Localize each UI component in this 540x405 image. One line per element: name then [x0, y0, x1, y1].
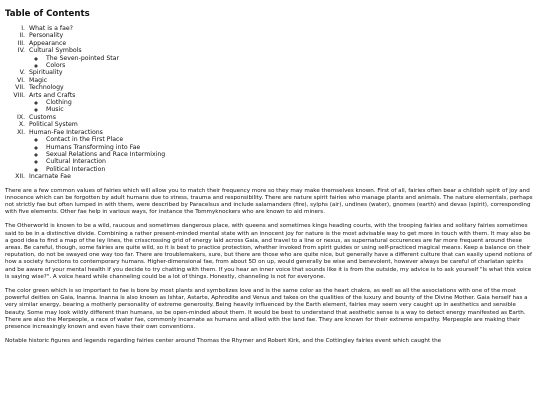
- toc-subitem: [45, 99, 535, 106]
- toc-subitem: [45, 151, 535, 158]
- body-paragraph: Notable historic figures and legends regarding fairies center around Thomas the Rhymer and Robert Kirk, and the Cottingley fairies event which caught the: [5, 338, 442, 345]
- toc-sublink[interactable]: Clothing: [46, 99, 72, 107]
- toc-sublink[interactable]: Colors: [46, 62, 66, 70]
- toc-link[interactable]: Incarnate Fae: [29, 173, 71, 181]
- toc-item: [27, 32, 535, 39]
- toc-item: [27, 84, 535, 91]
- toc-sublink[interactable]: Contact in the First Place: [46, 136, 124, 144]
- table-of-contents: [5, 25, 535, 181]
- toc-sublink[interactable]: Humans Transforming into Fae: [46, 143, 141, 151]
- body-paragraph: The Otherworld is known to be a wild, raucous and sometimes dangerous place, with queens and sometimes kings heading courts, with the trooping fairies and solitary fairies sometimes said to be in a distinctive divide. Combining a rather present-minded mental state with an innocent joy for nature is the most advisable way to get more in touch with them. It may also be a good idea to find a map of the ley lines, the crisscrossing grid of energy laid across Gaia, and travel to a line or nexus, as supernatural occurences are far more frequent around these areas. Be careful, though, some fairies are quite wild, so it is best to practice protection, whether invoked from spirit guides or using self-practiced magical means. Keep a balance on their reputation, do not be swayed one way too far. There are troublemakers, sure, but there are those who are quite nice, but generally have a different culture that can easily upend notions of how a society functions to contemporary humans. Higher-dimensional fae, from about 5D on up, would generally be wise and benevolent, however always be careful of charlatan spirits and be aware of your mental health if you decide to try chatting with them. If you hear an inner voice that sounds like it is from the outside, my advice is to ask yourself "Is what this voice is saying wise?". A voice heard while channeling could be a lot of things. Honestly, channeling is not for everyone.: [5, 223, 532, 280]
- toc-link[interactable]: What is a fae?: [29, 25, 73, 32]
- toc-link[interactable]: Technology: [29, 84, 64, 92]
- toc-item: [27, 129, 535, 173]
- page-title: Table of Contents: [5, 9, 90, 19]
- body-paragraph: The color green which is so important to fae is bore by most plants and symbolizes love and is the same color as the heart chakra, as well as all the associations with one of the most powerful deities on Gaia, Inanna. Inanna is also known as Ishtar, Astarte, Aphrodite and Venus and takes on the qualities of the luxury and bounty of the Divine Mother. Gaia herself has a very similar energy, bearing a motherly personality of extreme generosity. Being heavily influenced by the Earth element, fairies may seem very caught up in aesthetics and sensible beauty. Some may look wildly different than humans, so be open-minded about them. It would be best to understand that aesthetic sense is a way to detect energy manifested as Earth. There are also the Merpeople, a race of water fae, commonly incarnate as humans and allied with the land fae. They are known for their extreme empathy. Merpeople are making their presence increasingly known and even have their own conventions.: [5, 287, 528, 330]
- toc-subitem: [45, 166, 535, 173]
- toc-sublink[interactable]: The Seven-pointed Star: [46, 54, 120, 62]
- toc-sublink[interactable]: Music: [46, 106, 64, 114]
- toc-subitem: [45, 62, 535, 69]
- toc-link[interactable]: Magic: [29, 76, 48, 84]
- toc-link[interactable]: Human-Fae Interactions: [29, 128, 103, 136]
- body-paragraph: There are a few common values of fairies which will allow you to match their frequency more so they may make themselves known. First of all, fairies often bear a childish spirit of joy and innocence which can be forgotten by adult humans due to stress, trauma and responsibility. There are nature spirit fairies who manage plants and animals. The nature elementals, perhaps not strictly fae but often lumped in with them, were described by Paracelsus and include salamanders (fire), sylphs (air), undines (water), gnomes (earth) and devas (spirit), corresponding with five elements. Other fae help in various ways, for instance the Tommyknockers who are known to aid miners.: [5, 187, 533, 216]
- toc-sublink[interactable]: Political Interaction: [46, 165, 106, 173]
- toc-sublink[interactable]: Sexual Relations and Race Intermixing: [46, 150, 166, 158]
- toc-link[interactable]: Customs: [29, 113, 56, 121]
- toc-sublist: [29, 99, 535, 114]
- toc-item: [27, 92, 535, 114]
- toc-link[interactable]: Political System: [29, 121, 78, 129]
- toc-link[interactable]: Personality: [29, 32, 64, 40]
- toc-item: [27, 114, 535, 121]
- toc-subitem: [45, 158, 535, 165]
- toc-sublist: [29, 136, 535, 173]
- toc-item: [27, 40, 535, 47]
- toc-item: [27, 77, 535, 84]
- toc-link[interactable]: Spirituality: [29, 69, 63, 77]
- toc-item: [27, 69, 535, 76]
- toc-link[interactable]: Appearance: [29, 39, 67, 47]
- toc-link[interactable]: Cultural Symbols: [29, 47, 82, 55]
- toc-subitem: [45, 136, 535, 143]
- toc-subitem: [45, 106, 535, 113]
- toc-item: [27, 25, 535, 32]
- body-text: [5, 188, 535, 346]
- toc-subitem: [45, 144, 535, 151]
- toc-item: [27, 121, 535, 128]
- toc-item: [27, 47, 535, 69]
- toc-item: [27, 173, 535, 180]
- toc-sublist: [29, 55, 535, 70]
- toc-sublink[interactable]: Cultural Interaction: [46, 158, 106, 166]
- toc-link[interactable]: Arts and Crafts: [29, 91, 76, 99]
- toc-subitem: [45, 55, 535, 62]
